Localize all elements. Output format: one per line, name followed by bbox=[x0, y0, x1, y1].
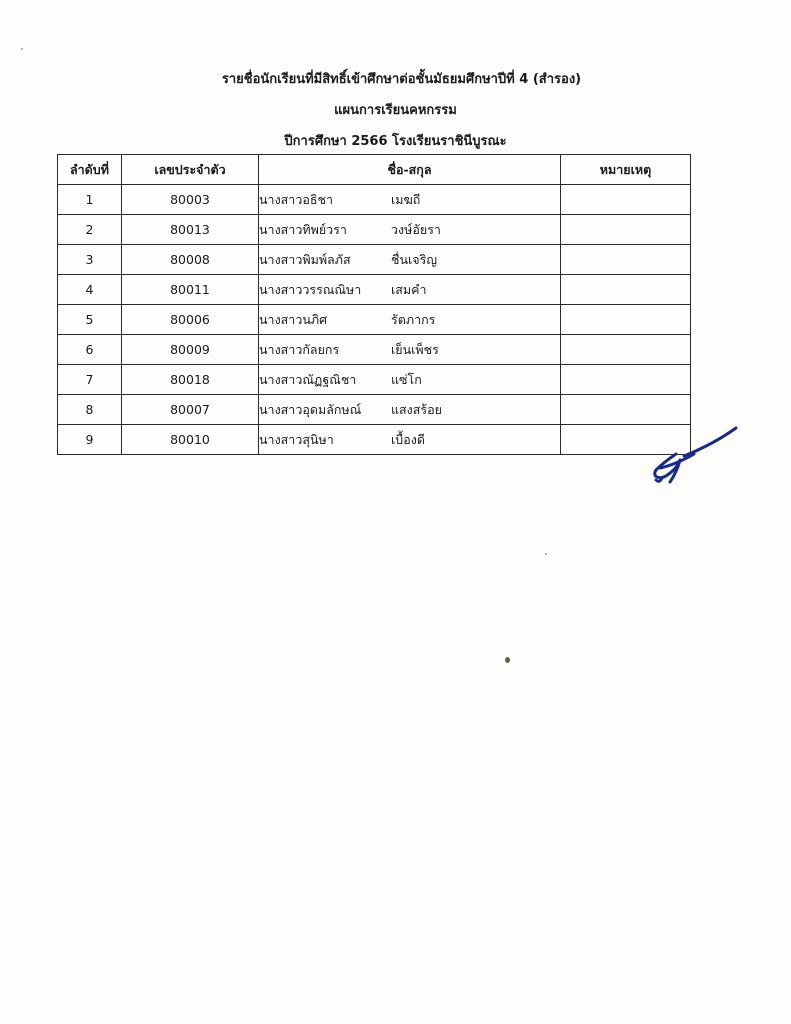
table-row bbox=[58, 335, 691, 365]
document-title: รายชื่อนักเรียนที่มีสิทธิ์เข้าศึกษาต่อชั้นมัธยมศึกษาปีที่ 4 (สำรอง) bbox=[221, 72, 582, 87]
row-name bbox=[259, 395, 561, 425]
first-name: นางสาวกัลยกร bbox=[259, 341, 340, 357]
row-name bbox=[259, 245, 561, 275]
row-name bbox=[259, 365, 561, 395]
row-seq: 8 bbox=[58, 395, 122, 425]
row-student-id: 80018 bbox=[122, 365, 259, 395]
row-remark bbox=[561, 215, 691, 245]
first-name: นางสาววรรณณิษา bbox=[259, 281, 362, 297]
row-name bbox=[259, 305, 561, 335]
row-remark bbox=[561, 245, 691, 275]
row-name bbox=[259, 215, 561, 245]
table-row bbox=[58, 305, 691, 335]
first-name: นางสาวนภิศ bbox=[259, 311, 328, 327]
row-student-id: 80008 bbox=[122, 245, 259, 275]
row-student-id: 80003 bbox=[122, 185, 259, 215]
row-student-id: 80011 bbox=[122, 275, 259, 305]
header-name: ชื่อ-สกุล bbox=[259, 155, 561, 185]
row-seq: 4 bbox=[58, 275, 122, 305]
row-remark bbox=[561, 305, 691, 335]
row-student-id: 80006 bbox=[122, 305, 259, 335]
last-name: ชื่นเจริญ bbox=[391, 251, 437, 267]
row-student-id: 80010 bbox=[122, 425, 259, 455]
first-name: นางสาวสุนิษา bbox=[259, 431, 334, 447]
first-name: นางสาวอุดมลักษณ์ bbox=[259, 401, 362, 417]
table-row bbox=[58, 275, 691, 305]
paper-speck bbox=[545, 553, 547, 555]
row-remark bbox=[561, 335, 691, 365]
first-name: นางสาวณัฏฐณิชา bbox=[259, 371, 357, 387]
first-name: นางสาวอธิชา bbox=[259, 191, 333, 207]
row-name bbox=[259, 275, 561, 305]
last-name: เสมคำ bbox=[391, 281, 427, 297]
row-name bbox=[259, 335, 561, 365]
first-name: นางสาวพิมพ์ลภัส bbox=[259, 251, 351, 267]
row-name bbox=[259, 425, 561, 455]
row-seq: 2 bbox=[58, 215, 122, 245]
table-row bbox=[58, 215, 691, 245]
last-name: แสงสร้อย bbox=[391, 401, 442, 417]
program-subtitle: แผนการเรียนคหกรรม bbox=[334, 103, 457, 118]
paper-speck bbox=[505, 657, 510, 663]
last-name: เบื้องดี bbox=[391, 431, 425, 447]
row-seq: 3 bbox=[58, 245, 122, 275]
last-name: เย็นเพ็ชร bbox=[391, 341, 439, 357]
row-student-id: 80007 bbox=[122, 395, 259, 425]
handwritten-signature bbox=[640, 420, 750, 495]
header-remark: หมายเหตุ bbox=[561, 155, 691, 185]
table-row bbox=[58, 365, 691, 395]
table-row bbox=[58, 185, 691, 215]
header-seq: ลำดับที่ bbox=[58, 155, 122, 185]
row-seq: 6 bbox=[58, 335, 122, 365]
table-header-row bbox=[58, 155, 691, 185]
row-seq: 9 bbox=[58, 425, 122, 455]
row-seq: 5 bbox=[58, 305, 122, 335]
row-student-id: 80013 bbox=[122, 215, 259, 245]
table-row bbox=[58, 395, 691, 425]
last-name: แซ่โก bbox=[391, 371, 422, 387]
row-remark bbox=[561, 185, 691, 215]
academic-year-school: ปีการศึกษา 2566 โรงเรียนราชินีบูรณะ bbox=[284, 134, 507, 149]
table-row bbox=[58, 245, 691, 275]
table-row bbox=[58, 425, 691, 455]
row-name bbox=[259, 185, 561, 215]
paper-speck bbox=[21, 48, 23, 50]
last-name: วงษ์อัยรา bbox=[391, 221, 441, 237]
first-name: นางสาวทิพย์วรา bbox=[259, 221, 347, 237]
last-name: เมฆถี bbox=[391, 191, 421, 207]
row-remark bbox=[561, 275, 691, 305]
row-seq: 1 bbox=[58, 185, 122, 215]
row-remark bbox=[561, 365, 691, 395]
header-student-id: เลขประจำตัว bbox=[122, 155, 259, 185]
row-student-id: 80009 bbox=[122, 335, 259, 365]
row-seq: 7 bbox=[58, 365, 122, 395]
last-name: รัตภากร bbox=[391, 311, 436, 327]
student-list-table bbox=[57, 154, 691, 455]
